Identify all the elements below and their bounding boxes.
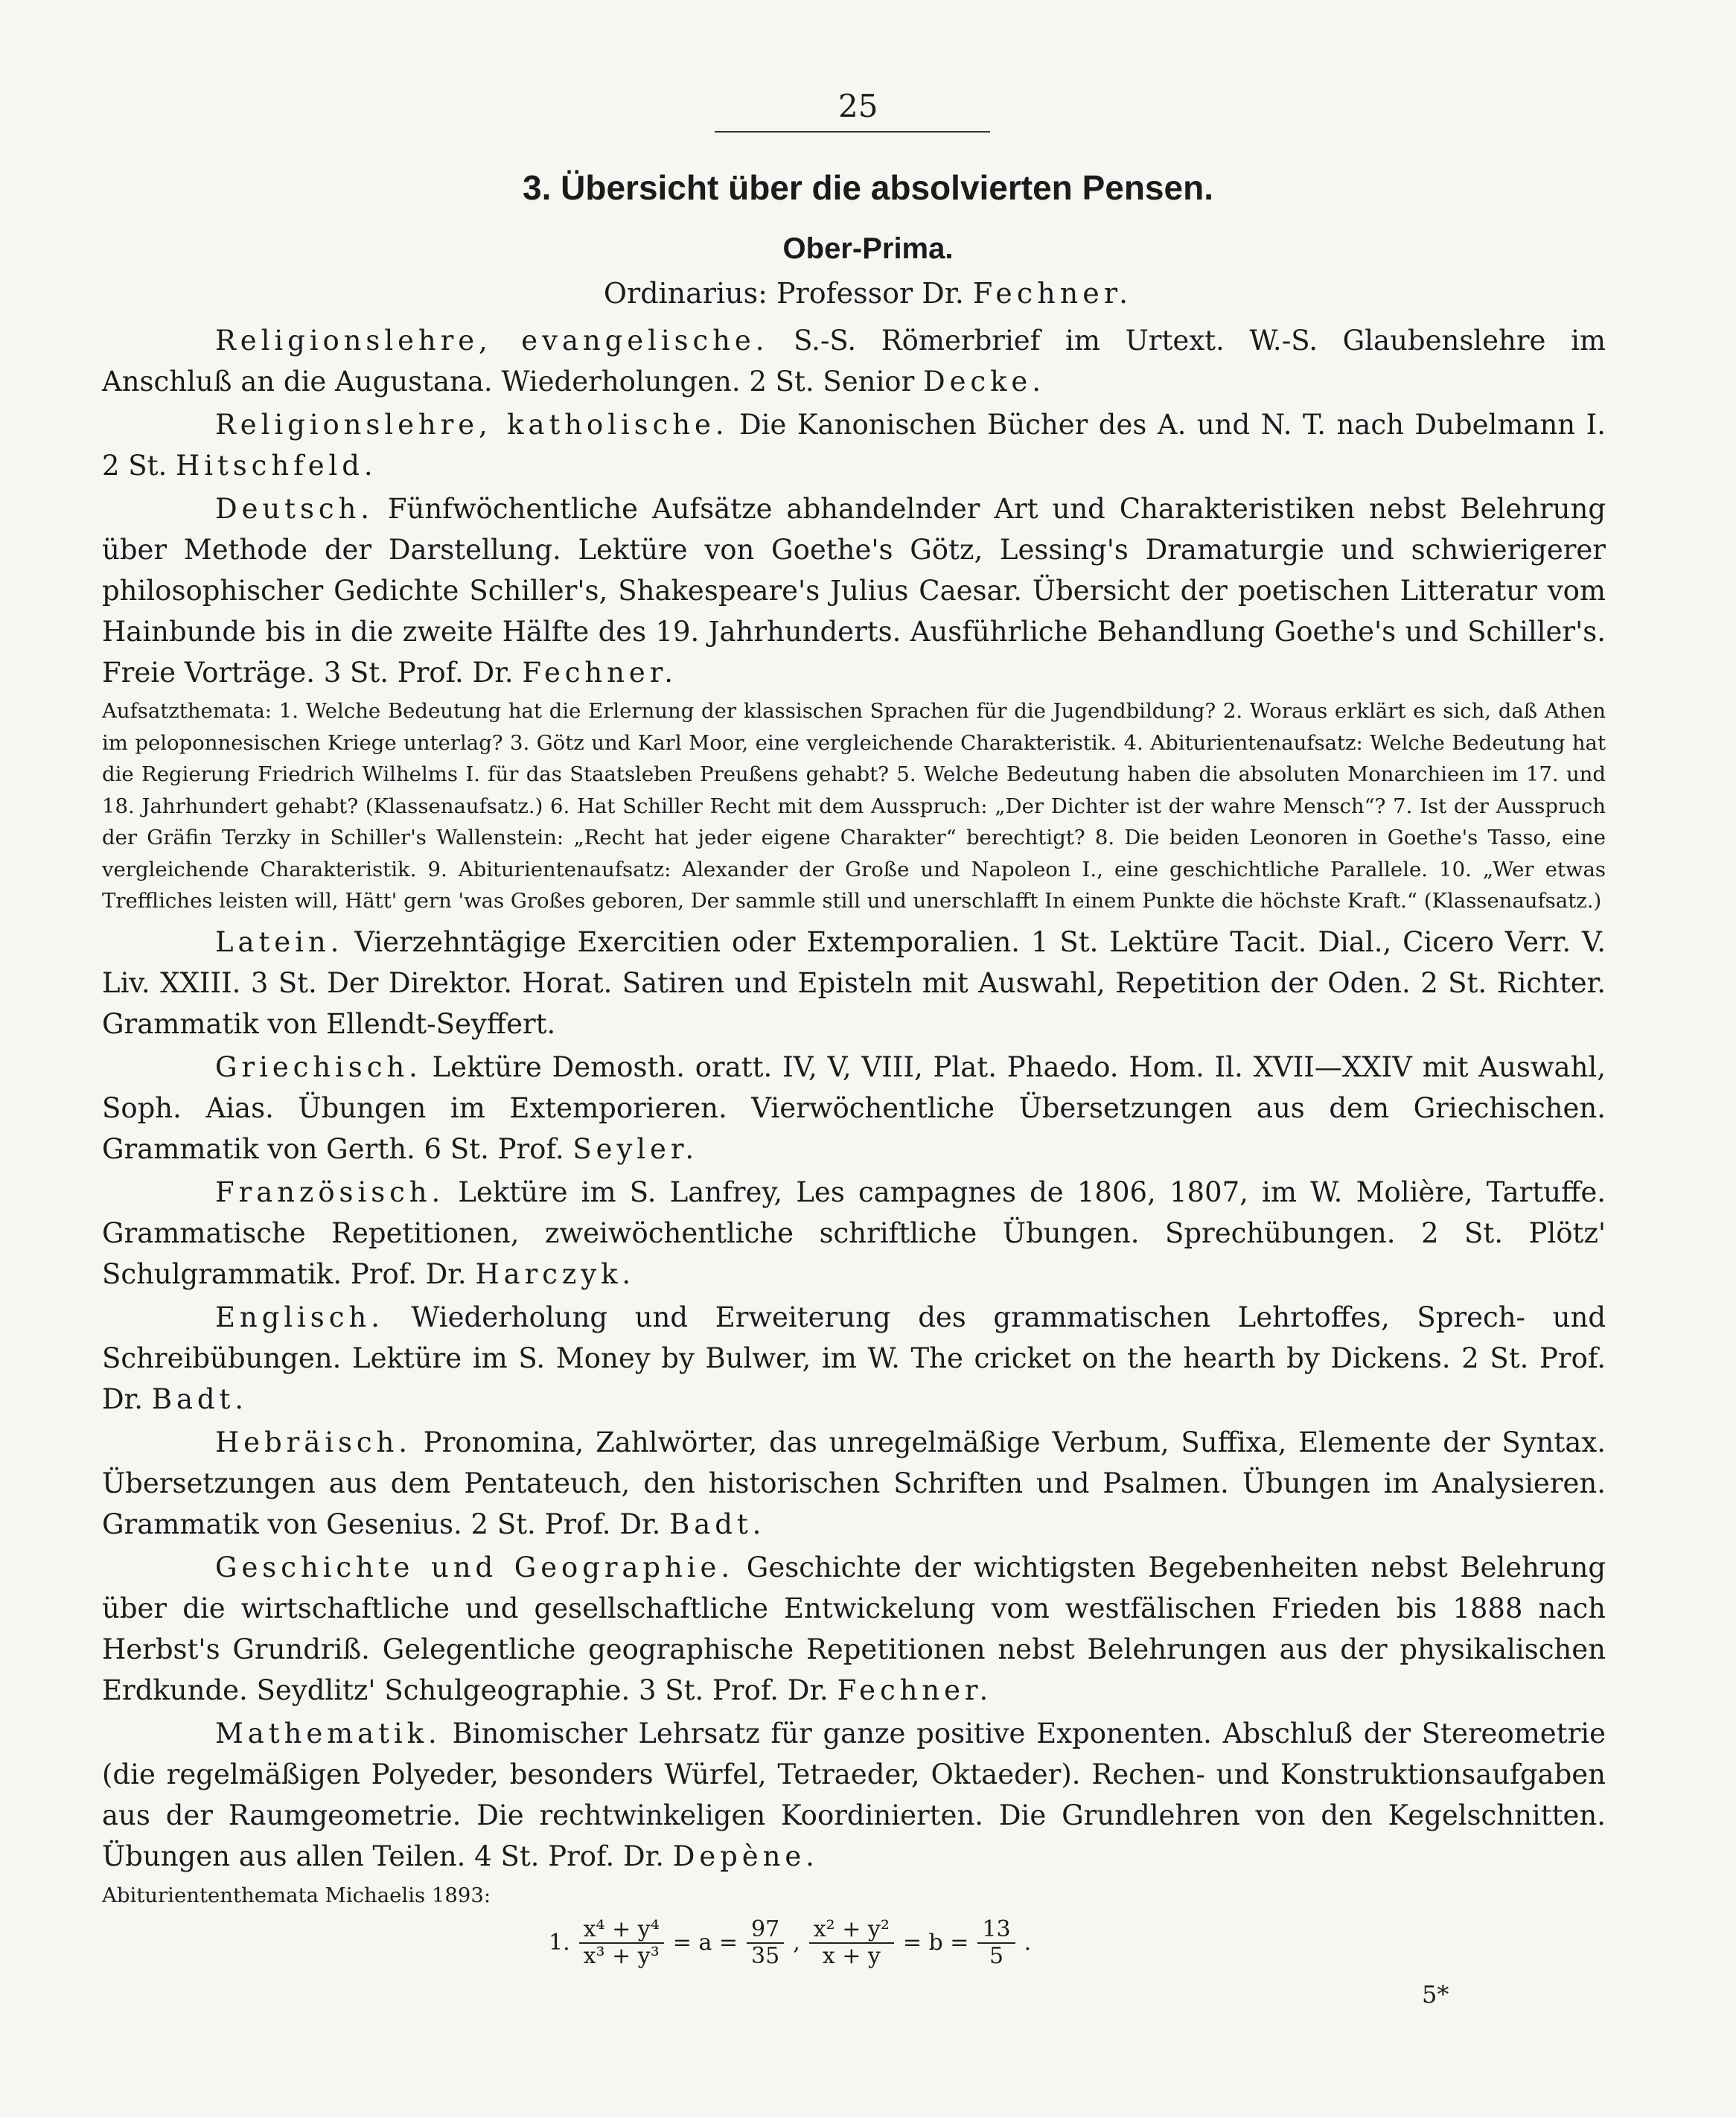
subject-name: Englisch. bbox=[215, 1301, 384, 1333]
ordinarius-name: Fechner. bbox=[972, 277, 1133, 310]
numerator: 13 bbox=[977, 1917, 1015, 1944]
subject-name: Deutsch. bbox=[215, 493, 374, 525]
subject-text: Lektüre im S. Lanfrey, Les campagnes de 1806, 1807, im W. Molière, Tartuffe. Grammatische Repetitionen, zweiwöchentliche schriftliche Übungen. Sprechübungen. 2 St. Plötz' Schulgrammatik. Prof. Dr. bbox=[102, 1176, 1606, 1290]
fraction bbox=[809, 1917, 894, 1969]
subject-name: Geschichte und Geographie. bbox=[215, 1551, 735, 1583]
subject-text: Binomischer Lehrsatz für ganze positive Exponenten. Abschluß der Stereometrie (die regelmäßigen Polyeder, besonders Würfel, Tetraeder, Oktaeder). Rechen- und Konstruktionsaufgaben aus der Raumgeometrie. Die rechtwinkeligen Koordinierten. Die Grundlehren von den Kegelschnitten. Übungen aus allen Teilen. 4 St. Prof. Dr. bbox=[102, 1717, 1606, 1872]
subject-paragraph bbox=[102, 488, 1606, 693]
denominator: 35 bbox=[751, 1942, 780, 1969]
subject-text: Lektüre Demosth. oratt. IV, V, VIII, Plat. Phaedo. Hom. Il. XVII—XXIV mit Auswahl, Soph. Aias. Übungen im Extemporieren. Vierwöchentliche Übersetzungen aus dem Griechischen. Grammatik von Gerth. 6 St. Prof. bbox=[102, 1050, 1606, 1165]
exam-topics-heading: Abituriententhemata Michaelis 1893: bbox=[102, 1883, 491, 1907]
teacher-name: Fechner. bbox=[522, 657, 677, 689]
ordinarius-label: Ordinarius: Professor Dr. bbox=[603, 277, 964, 310]
subject-text: Vierzehntägige Exercitien oder Extemporalien. 1 St. Lektüre Tacit. Dial., Cicero Verr. V. Liv. XXIII. 3 St. Der Direktor. Horat. Satiren und Episteln mit Auswahl, Repetition der Oden. 2 St. Richter. Grammatik von Ellendt-Seyffert. bbox=[102, 925, 1606, 1040]
fraction bbox=[747, 1917, 784, 1969]
equation bbox=[549, 1917, 1606, 1969]
signature-mark: 5* bbox=[1422, 1980, 1449, 2009]
subject-text: Geschichte der wichtigsten Begebenheiten nebst Belehrung über die wirtschaftliche und gesellschaftliche Entwickelung vom westfälischen Frieden bis 1888 nach Herbst's Grundriß. Gelegentliche geographische Repetitionen nebst Belehrungen aus der physikalischen Erdkunde. Seydlitz' Schulgeographie. 3 St. Prof. Dr. bbox=[102, 1551, 1606, 1706]
teacher-name: Decke. bbox=[923, 366, 1045, 398]
equals-sign: = b = bbox=[902, 1930, 969, 1956]
subject-paragraph bbox=[102, 1547, 1606, 1711]
teacher-name: Seyler. bbox=[572, 1132, 699, 1165]
header-rule bbox=[715, 131, 990, 133]
subject-text: Fünfwöchentliche Aufsätze abhandelnder Art und Charakteristiken nebst Belehrung über Methode der Darstellung. Lektüre von Goethe's Götz, Lessing's Dramaturgie und schwierigerer philosophischer Gedichte Schiller's, Shakespeare's Julius Caesar. Übersicht der poetischen Litteratur vom Hainbunde bis in die zweite Hälfte des 19. Jahrhunderts. Ausführliche Behandlung Goethe's und Schiller's. Freie Vorträge. 3 St. Prof. Dr. bbox=[102, 493, 1606, 689]
subject-paragraph bbox=[102, 1172, 1606, 1295]
denominator: 5 bbox=[989, 1942, 1004, 1969]
equation-number: 1. bbox=[549, 1930, 570, 1956]
subject-name: Griechisch. bbox=[215, 1050, 422, 1083]
comma: , bbox=[793, 1930, 800, 1956]
subject-name: Mathematik. bbox=[215, 1717, 441, 1749]
subject-paragraph bbox=[102, 1047, 1606, 1170]
subject-name: Latein. bbox=[215, 925, 344, 958]
subject-paragraph bbox=[102, 1713, 1606, 1877]
section-title: 3. Übersicht über die absolvierten Pensen. bbox=[523, 168, 1213, 207]
teacher-name: Badt. bbox=[151, 1382, 248, 1415]
subject-paragraph bbox=[102, 922, 1606, 1044]
denominator: x³ + y³ bbox=[583, 1942, 660, 1969]
essay-topics: Aufsatzthemata: 1. Welche Bedeutung hat die Erlernung der klassischen Sprachen für die Jugendbildung? 2. Woraus erklärt es sich, daß Athen im peloponnesischen Kriege unterlag? 3. Götz und Karl Moor, eine vergleichende Charakteristik. 4. Abiturientenaufsatz: Welche Bedeutung hat die Regierung Friedrich Wilhelms I. für das Staatsleben Preußens gehabt? 5. Welche Bedeutung haben die absoluten Monarchieen im 17. und 18. Jahrhundert gehabt? (Klassenaufsatz.) 6. Hat Schiller Recht mit dem Ausspruch: „Der Dichter ist der wahre Mensch“? 7. Ist der Ausspruch der Gräfin Terzky in Schiller's Wallenstein: „Recht hat jeder eigene Charakter“ berechtigt? 8. Die beiden Leonoren in Goethe's Tasso, eine vergleichende Charakteristik. 9. Abiturientenaufsatz: Alexander der Große und Napoleon I., eine geschichtliche Parallele. 10. „Wer etwas Treffliches leisten will, Hätt' gern 'was Großes geboren, Der sammle still und unerschlafft In einem Punkte die höchste Kraft.“ (Klassenaufsatz.) bbox=[102, 699, 1606, 913]
subject-paragraph bbox=[102, 320, 1606, 402]
teacher-name: Badt. bbox=[669, 1508, 766, 1540]
subject-text: S.-S. Römerbrief im Urtext. W.-S. Glaubenslehre im Anschluß an die Augustana. Wiederholungen. 2 St. Senior bbox=[102, 325, 1606, 398]
period: . bbox=[1024, 1930, 1032, 1956]
teacher-name: Hitschfeld. bbox=[176, 450, 377, 482]
subject-name: Hebräisch. bbox=[215, 1426, 412, 1458]
subject-text: Die Kanonischen Bücher des A. und N. T. nach Dubelmann I. 2 St. bbox=[102, 409, 1606, 482]
page-number: 25 bbox=[838, 88, 878, 124]
subject-paragraph bbox=[102, 1422, 1606, 1545]
numerator: 97 bbox=[747, 1917, 784, 1944]
teacher-name: Depène. bbox=[672, 1840, 819, 1872]
subject-paragraph bbox=[102, 404, 1606, 486]
subject-text: Pronomina, Zahlwörter, das unregelmäßige Verbum, Suffixa, Elemente der Syntax. Übersetzungen aus dem Pentateuch, den historischen Schriften und Psalmen. Übungen im Analysieren. Grammatik von Gesenius. 2 St. Prof. Dr. bbox=[102, 1426, 1606, 1540]
subject-name: Religionslehre, katholische. bbox=[215, 409, 729, 441]
fraction bbox=[579, 1917, 664, 1969]
subject-name: Französisch. bbox=[215, 1176, 445, 1208]
subject-text: Wiederholung und Erweiterung des grammatischen Lehrtoffes, Sprech- und Schreibübungen. Lektüre im S. Money by Bulwer, im W. The cricket on the hearth by Dickens. 2 St. Prof. Dr. bbox=[102, 1301, 1606, 1415]
fraction bbox=[977, 1917, 1015, 1969]
subject-paragraph bbox=[102, 1297, 1606, 1420]
equals-sign: = a = bbox=[672, 1930, 738, 1956]
ordinarius-line bbox=[0, 277, 1736, 310]
teacher-name: Harczyk. bbox=[475, 1257, 636, 1290]
subject-name: Religionslehre, evangelische. bbox=[215, 325, 769, 357]
class-title: Ober-Prima. bbox=[782, 232, 954, 265]
denominator: x + y bbox=[822, 1942, 881, 1969]
teacher-name: Fechner. bbox=[837, 1674, 993, 1706]
numerator: x² + y² bbox=[809, 1917, 894, 1944]
numerator: x⁴ + y⁴ bbox=[579, 1917, 664, 1944]
body-text bbox=[102, 320, 1606, 1969]
